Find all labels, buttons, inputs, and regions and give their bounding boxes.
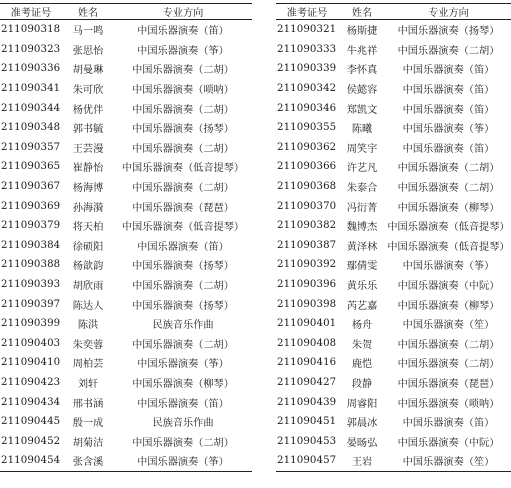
candidate-id-cell: 211090454 xyxy=(0,451,62,471)
table-row xyxy=(0,196,252,216)
student-name-cell: 邢书涵 xyxy=(72,398,104,410)
major-direction-cell: 中国乐器演奏（琵琶） xyxy=(132,202,234,214)
student-name-cell: 鹿恺 xyxy=(351,359,373,371)
major-direction-cell: 中国乐器演奏（扬琴） xyxy=(132,124,234,136)
major-direction-cell: 中国乐器演奏（笛） xyxy=(402,143,495,155)
table-row xyxy=(0,20,252,40)
student-name-cell: 崔静怡 xyxy=(72,163,104,175)
major-direction-cell: 民族音乐作曲 xyxy=(152,320,214,332)
major-direction-cell: 中国乐器演奏（笙） xyxy=(402,320,495,332)
table-row xyxy=(0,334,252,354)
major-direction-cell: 中国乐器演奏（柳琴） xyxy=(132,378,234,390)
table-row xyxy=(0,118,252,138)
major-direction-cell: 中国乐器演奏（二胡） xyxy=(132,339,234,351)
student-name-cell: 黄泽林 xyxy=(346,241,378,253)
major-direction-cell: 中国乐器演奏（笛） xyxy=(137,26,229,38)
table-row xyxy=(0,412,252,432)
right-roster-panel xyxy=(276,3,511,472)
table-row xyxy=(0,294,252,314)
table-row xyxy=(0,255,252,275)
table-row xyxy=(276,451,511,471)
table-row xyxy=(276,373,511,393)
candidate-id-cell: 211090344 xyxy=(1,102,61,114)
table-row xyxy=(0,392,252,412)
candidate-id-cell: 211090397 xyxy=(1,298,61,310)
major-direction-cell: 中国乐器演奏（二胡） xyxy=(132,183,234,195)
candidate-id-cell: 211090399 xyxy=(1,318,61,330)
student-name-cell: 许艺凡 xyxy=(346,163,378,175)
student-name-cell: 侯懿容 xyxy=(346,85,378,97)
candidate-id-cell: 211090362 xyxy=(277,141,337,153)
major-direction-cell: 中国乐器演奏（二胡） xyxy=(132,65,234,77)
major-direction-cell: 中国乐器演奏（笛） xyxy=(402,104,495,116)
student-name-cell: 刘轩 xyxy=(77,378,99,390)
candidate-id-cell: 211090369 xyxy=(1,200,61,212)
table-row xyxy=(276,412,511,432)
table-row xyxy=(276,353,511,373)
student-name-cell: 马一鸣 xyxy=(72,26,104,38)
candidate-id-cell: 211090410 xyxy=(1,357,61,369)
candidate-id-cell: 211090416 xyxy=(277,357,337,369)
major-direction-cell: 中国乐器演奏（二胡） xyxy=(397,339,500,351)
student-name-cell: 张含溪 xyxy=(62,451,114,471)
candidate-id-cell: 211090401 xyxy=(277,318,337,330)
table-row xyxy=(276,20,511,40)
candidate-id-cell: 211090423 xyxy=(1,376,61,388)
student-name-cell: 胡欣雨 xyxy=(72,281,104,293)
candidate-id-cell: 211090451 xyxy=(277,416,337,428)
student-name-cell: 杨海博 xyxy=(72,183,104,195)
table-row xyxy=(276,275,511,295)
table-row xyxy=(276,138,511,158)
column-header-major: 专业方向 xyxy=(114,4,252,20)
table-row xyxy=(276,59,511,79)
table-row xyxy=(0,157,252,177)
major-direction-cell: 中国乐器演奏（唢呐） xyxy=(132,85,234,97)
candidate-id-cell: 211090346 xyxy=(277,102,337,114)
table-row xyxy=(276,157,511,177)
table-row xyxy=(0,236,252,256)
candidate-id-cell: 211090366 xyxy=(277,161,337,173)
major-direction-cell: 中国乐器演奏（二胡） xyxy=(397,163,500,175)
major-direction-cell: 中国乐器演奏（扬琴） xyxy=(132,261,234,273)
student-name-cell: 胡曼琳 xyxy=(72,65,104,77)
table-row xyxy=(0,373,252,393)
student-name-cell: 朱可欣 xyxy=(72,85,104,97)
table-row xyxy=(276,255,511,275)
candidate-id-cell: 211090445 xyxy=(1,416,61,428)
student-name-cell: 朱泰合 xyxy=(346,183,378,195)
student-name-cell: 将天柏 xyxy=(72,222,104,234)
major-direction-cell: 中国乐器演奏（筝） xyxy=(114,451,252,471)
student-name-cell: 杨斯捷 xyxy=(346,26,378,38)
candidate-id-cell: 211090453 xyxy=(277,435,337,447)
candidate-id-cell: 211090387 xyxy=(277,239,337,251)
major-direction-cell: 民族音乐作曲 xyxy=(152,418,214,430)
table-row xyxy=(0,451,252,471)
table-row xyxy=(276,118,511,138)
candidate-id-cell: 211090457 xyxy=(276,451,338,471)
candidate-id-cell: 211090408 xyxy=(277,337,337,349)
student-name-cell: 王岩 xyxy=(338,451,386,471)
candidate-id-cell: 211090342 xyxy=(277,83,337,95)
major-direction-cell: 中国乐器演奏（二胡） xyxy=(397,359,500,371)
student-name-cell: 杨歆韵 xyxy=(72,261,104,273)
left-roster-panel xyxy=(0,3,252,472)
student-name-cell: 周睿阳 xyxy=(346,398,378,410)
major-direction-cell: 中国乐器演奏（二胡） xyxy=(132,104,234,116)
candidate-id-cell: 211090427 xyxy=(277,376,337,388)
student-name-cell: 孙海漪 xyxy=(72,202,104,214)
major-direction-cell: 中国乐器演奏（笛） xyxy=(402,85,495,97)
column-header-id: 准考证号 xyxy=(276,4,338,20)
table-row xyxy=(276,314,511,334)
table-row xyxy=(0,275,252,295)
table-row xyxy=(0,314,252,334)
student-name-cell: 郭晨冰 xyxy=(346,418,378,430)
major-direction-cell: 中国乐器演奏（低音提琴） xyxy=(387,241,510,253)
candidate-id-cell: 211090333 xyxy=(277,43,337,55)
candidate-id-cell: 211090384 xyxy=(1,239,61,251)
student-name-cell: 杨舟 xyxy=(351,320,373,332)
candidate-id-cell: 211090367 xyxy=(1,181,61,193)
candidate-id-cell: 211090318 xyxy=(1,24,61,36)
candidate-id-cell: 211090403 xyxy=(1,337,61,349)
table-row xyxy=(276,40,511,60)
candidate-id-cell: 211090382 xyxy=(277,220,337,232)
major-direction-cell: 中国乐器演奏（笛） xyxy=(137,398,229,410)
major-direction-cell: 中国乐器演奏（二胡） xyxy=(132,143,234,155)
table-row xyxy=(276,79,511,99)
table-row xyxy=(276,294,511,314)
right-roster-body xyxy=(276,20,511,472)
right-roster-table xyxy=(276,3,511,472)
student-name-cell: 朱贺 xyxy=(351,339,373,351)
student-name-cell: 王芸漫 xyxy=(72,143,104,155)
candidate-id-cell: 211090323 xyxy=(1,43,61,55)
column-header-major: 专业方向 xyxy=(386,4,511,20)
header-row xyxy=(276,4,511,20)
candidate-id-cell: 211090396 xyxy=(277,279,337,291)
student-name-cell: 牛兆祥 xyxy=(346,45,378,57)
student-name-cell: 段静 xyxy=(351,378,373,390)
student-name-cell: 殷一成 xyxy=(72,418,104,430)
student-name-cell: 魏博杰 xyxy=(346,222,378,234)
candidate-id-cell: 211090434 xyxy=(1,396,61,408)
student-name-cell: 胡菊洁 xyxy=(72,437,104,449)
table-row xyxy=(276,392,511,412)
candidate-id-cell: 211090392 xyxy=(277,259,337,271)
candidate-id-cell: 211090321 xyxy=(277,24,337,36)
candidate-id-cell: 211090388 xyxy=(1,259,61,271)
student-name-cell: 周柏芸 xyxy=(72,359,104,371)
table-row xyxy=(276,196,511,216)
student-name-cell: 周笑宇 xyxy=(346,143,378,155)
major-direction-cell: 中国乐器演奏（扬琴） xyxy=(397,26,500,38)
student-name-cell: 晏旸弘 xyxy=(346,437,378,449)
student-name-cell: 徐硕阳 xyxy=(72,241,104,253)
candidate-id-cell: 211090370 xyxy=(277,200,337,212)
student-name-cell: 鄢倩雯 xyxy=(346,261,378,273)
column-header-name: 姓名 xyxy=(62,4,114,20)
candidate-id-cell: 211090379 xyxy=(1,220,61,232)
student-name-cell: 李怀真 xyxy=(346,65,378,77)
candidate-id-cell: 211090355 xyxy=(277,122,337,134)
table-row xyxy=(276,334,511,354)
student-name-cell: 黄乐乐 xyxy=(346,281,378,293)
left-roster-body xyxy=(0,20,252,472)
major-direction-cell: 中国乐器演奏（笙） xyxy=(386,451,511,471)
table-row xyxy=(0,59,252,79)
table-row xyxy=(0,216,252,236)
student-name-cell: 陈曦 xyxy=(351,124,373,136)
table-row xyxy=(0,431,252,451)
student-name-cell: 冯衍菁 xyxy=(346,202,378,214)
candidate-id-cell: 211090452 xyxy=(1,435,61,447)
candidate-id-cell: 211090341 xyxy=(1,83,61,95)
major-direction-cell: 中国乐器演奏（二胡） xyxy=(397,45,500,57)
student-name-cell: 陈洪 xyxy=(77,320,99,332)
major-direction-cell: 中国乐器演奏（低音提琴） xyxy=(387,222,510,234)
major-direction-cell: 中国乐器演奏（中阮） xyxy=(397,437,500,449)
major-direction-cell: 中国乐器演奏（扬琴） xyxy=(132,300,234,312)
column-header-id: 准考证号 xyxy=(0,4,62,20)
major-direction-cell: 中国乐器演奏（筝） xyxy=(137,359,229,371)
table-row xyxy=(276,98,511,118)
major-direction-cell: 中国乐器演奏（笛） xyxy=(402,418,495,430)
major-direction-cell: 中国乐器演奏（柳琴） xyxy=(397,202,500,214)
major-direction-cell: 中国乐器演奏（筝） xyxy=(402,124,495,136)
candidate-id-cell: 211090368 xyxy=(277,181,337,193)
table-row xyxy=(276,177,511,197)
table-row xyxy=(0,177,252,197)
table-row xyxy=(0,79,252,99)
candidate-id-cell: 211090339 xyxy=(277,63,337,75)
student-name-cell: 张思怡 xyxy=(72,45,104,57)
major-direction-cell: 中国乐器演奏（低音提琴） xyxy=(121,163,245,175)
student-name-cell: 陈达人 xyxy=(72,300,104,312)
header-row xyxy=(0,4,252,20)
candidate-id-cell: 211090365 xyxy=(1,161,61,173)
student-name-cell: 朱奕蓉 xyxy=(72,339,104,351)
major-direction-cell: 中国乐器演奏（二胡） xyxy=(132,281,234,293)
major-direction-cell: 中国乐器演奏（低音提琴） xyxy=(121,222,245,234)
major-direction-cell: 中国乐器演奏（笛） xyxy=(402,65,495,77)
major-direction-cell: 中国乐器演奏（柳琴） xyxy=(397,300,500,312)
table-row xyxy=(276,236,511,256)
major-direction-cell: 中国乐器演奏（筝） xyxy=(402,261,495,273)
column-header-name: 姓名 xyxy=(338,4,386,20)
candidate-id-cell: 211090336 xyxy=(1,63,61,75)
student-name-cell: 郑凯文 xyxy=(346,104,378,116)
table-row xyxy=(0,40,252,60)
major-direction-cell: 中国乐器演奏（二胡） xyxy=(132,437,234,449)
table-row xyxy=(276,216,511,236)
candidate-id-cell: 211090393 xyxy=(1,279,61,291)
student-name-cell: 杨优伴 xyxy=(72,104,104,116)
major-direction-cell: 中国乐器演奏（二胡） xyxy=(397,183,500,195)
candidate-id-cell: 211090357 xyxy=(1,141,61,153)
candidate-id-cell: 211090439 xyxy=(277,396,337,408)
candidate-id-cell: 211090348 xyxy=(1,122,61,134)
table-row xyxy=(0,138,252,158)
left-roster-table xyxy=(0,3,252,472)
major-direction-cell: 中国乐器演奏（琵琶） xyxy=(397,378,500,390)
major-direction-cell: 中国乐器演奏（筝） xyxy=(137,45,229,57)
major-direction-cell: 中国乐器演奏（唢呐） xyxy=(397,398,500,410)
major-direction-cell: 中国乐器演奏（中阮） xyxy=(397,281,500,293)
table-row xyxy=(276,431,511,451)
student-name-cell: 芮艺嘉 xyxy=(346,300,378,312)
table-row xyxy=(0,98,252,118)
table-row xyxy=(0,353,252,373)
student-name-cell: 郭书毓 xyxy=(72,124,104,136)
candidate-id-cell: 211090398 xyxy=(277,298,337,310)
major-direction-cell: 中国乐器演奏（笛） xyxy=(137,241,229,253)
